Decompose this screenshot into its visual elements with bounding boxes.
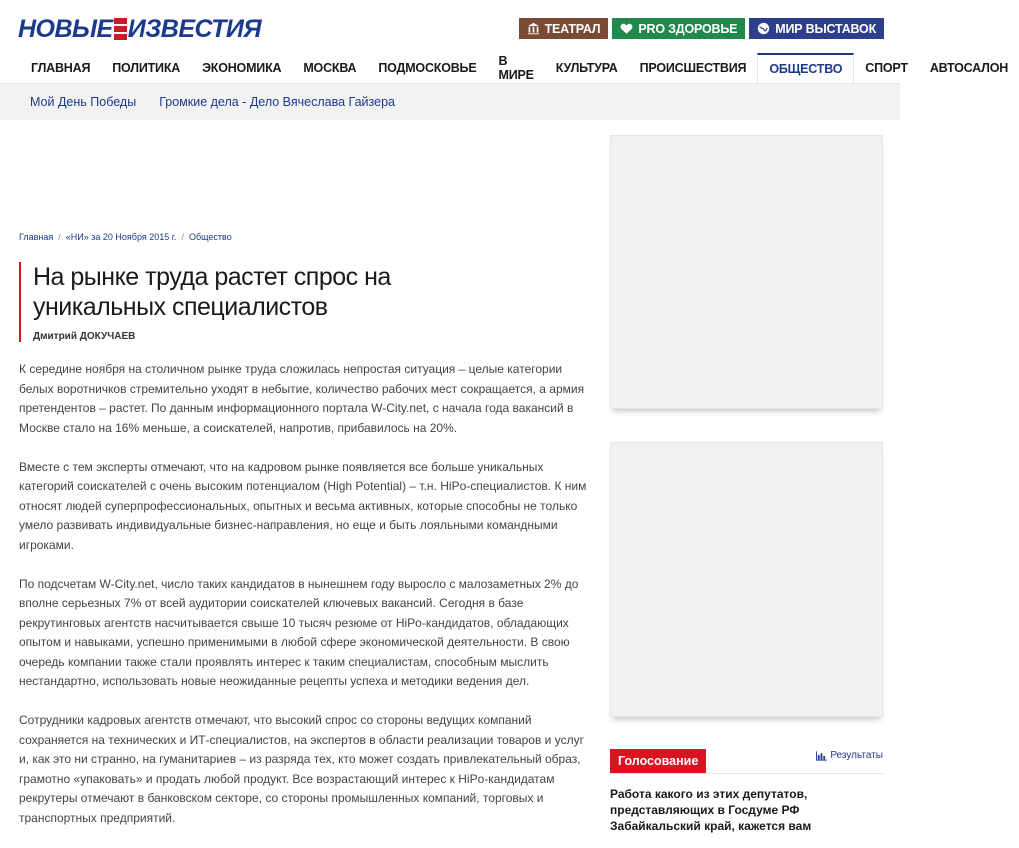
sub-nav [0, 83, 900, 120]
logo-part2: ИЗВЕСТИЯ [127, 14, 262, 43]
logo-flag-icon [114, 18, 127, 40]
poll-tag: Голосование [610, 749, 706, 773]
partner-links [519, 18, 884, 39]
poll-results-label: Результаты [830, 750, 883, 761]
poll-widget [610, 750, 883, 834]
partner-teatral-button[interactable] [519, 18, 609, 39]
site-logo[interactable] [18, 13, 261, 45]
subnav-item-victory-day[interactable]: Мой День Победы [30, 95, 137, 109]
globe-icon [757, 22, 770, 35]
article-paragraph: К середине ноября на столичном рынке труда сложилась непростая ситуация – целые категории белых воротничков стремительно уходят в небытие, количество рабочих мест сокращается, а армия претендентов – растет. По данным информационного портала W-City.net, с начала года вакансий в Москве стало на 16% меньше, а соискателей, напротив, прибавилось на 20%. [19, 362, 585, 435]
article-paragraph: Вместе с тем эксперты отмечают, что на кадровом рынке появляется все больше уникальных категорий соискателей с очень высоким потенциалом (High Potential) – т.н. HiPo-специалистов. К ним относят людей суперпрофессиональных, опытных и весьма активных, которые способны не только умело развивать индивидуальные бизнес-направления, но еще и быть лояльными командными игроками. [19, 459, 587, 552]
site-header [0, 0, 1009, 120]
nav-item-main[interactable]: ГЛАВНАЯ [31, 61, 91, 75]
partner-label: МИР ВЫСТАВОК [775, 21, 876, 36]
partner-label: ТЕАТРАЛ [544, 21, 601, 36]
nav-item-society[interactable]: ОБЩЕСТВО [757, 53, 854, 83]
breadcrumb-separator: / [58, 232, 61, 242]
ad-banner-middle[interactable] [610, 442, 883, 717]
breadcrumb [19, 232, 232, 242]
nav-item-culture[interactable]: КУЛЬТУРА [555, 61, 618, 75]
theatre-icon [527, 22, 540, 35]
article-title: На рынке труда растет спрос на уникальных специалистов [33, 263, 391, 321]
partner-exhibitions-button[interactable] [749, 18, 884, 39]
nav-item-autosalon[interactable]: АВТОСАЛОН [929, 61, 1009, 75]
subnav-item-gaizer-case[interactable]: Громкие дела - Дело Вячеслава Гайзера [159, 95, 395, 109]
breadcrumb-home[interactable]: Главная [19, 232, 54, 242]
nav-item-sport[interactable]: СПОРТ [865, 61, 908, 75]
sidebar [610, 135, 883, 717]
nav-item-politics[interactable]: ПОЛИТИКА [112, 61, 181, 75]
heart-icon [620, 22, 633, 35]
logo-part1: НОВЫЕ [18, 14, 113, 43]
article-paragraph: По подсчетам W-City.net, число таких кандидатов в нынешнем году выросло с малозаметных 2% до вполне серьезных 7% от всей аудитории соискателей ключевых вакансий. Сегодня в базе рекрутинговых агентств насчитывается свыше 10 тысяч резюме от HiPo-кандидатов, обладающих опытом и навыками, успешно применимыми в любой сфере экономической деятельности. В свою очередь компании также стали проявлять интерес к таким специалистам, способным мыслить нестандартно, использовать новые неожиданные рецепты успеха и методики ведения дел. [19, 576, 579, 688]
poll-question[interactable]: Работа какого из этих депутатов, представляющих в Госдуме РФ Забайкальский край, кажется вам [610, 787, 812, 833]
poll-results-link[interactable] [816, 750, 883, 773]
nav-item-incidents[interactable]: ПРОИСШЕСТВИЯ [639, 61, 747, 75]
main-nav [20, 53, 1019, 83]
nav-item-moscow-region[interactable]: ПОДМОСКОВЬЕ [378, 61, 477, 75]
article-body [19, 360, 594, 848]
partner-label: PRO ЗДОРОВЬЕ [638, 21, 738, 36]
poll-header [610, 750, 883, 774]
bar-chart-icon [816, 751, 827, 761]
nav-item-world[interactable]: В МИРЕ [498, 54, 534, 82]
breadcrumb-section[interactable]: Общество [188, 232, 232, 242]
article-paragraph: Сотрудники кадровых агентств отмечают, что высокий спрос со стороны ведущих компаний сохраняется на технических и ИТ-специалистов, на экспертов в области реализации товаров и услуг и, как это ни странно, на гуманитариев – из разряда тех, кто может создать привлекательный образ, грамотно «упаковать» и продать любой продукт. Все возрастающий интерес к HiPo-кандидатам рекрутеры отмечают в банковском секторе, со стороны промышленных компаний, торговых и транспортных предприятий. [19, 713, 584, 825]
nav-item-moscow[interactable]: МОСКВА [303, 61, 357, 75]
breadcrumb-issue[interactable]: «НИ» за 20 Ноября 2015 г. [65, 232, 177, 242]
ad-banner-top[interactable] [610, 135, 883, 409]
article-header [19, 262, 489, 342]
partner-health-button[interactable] [612, 18, 745, 39]
breadcrumb-separator: / [181, 232, 184, 242]
nav-item-economy[interactable]: ЭКОНОМИКА [202, 61, 282, 75]
article-author[interactable]: Дмитрий ДОКУЧАЕВ [33, 331, 136, 342]
